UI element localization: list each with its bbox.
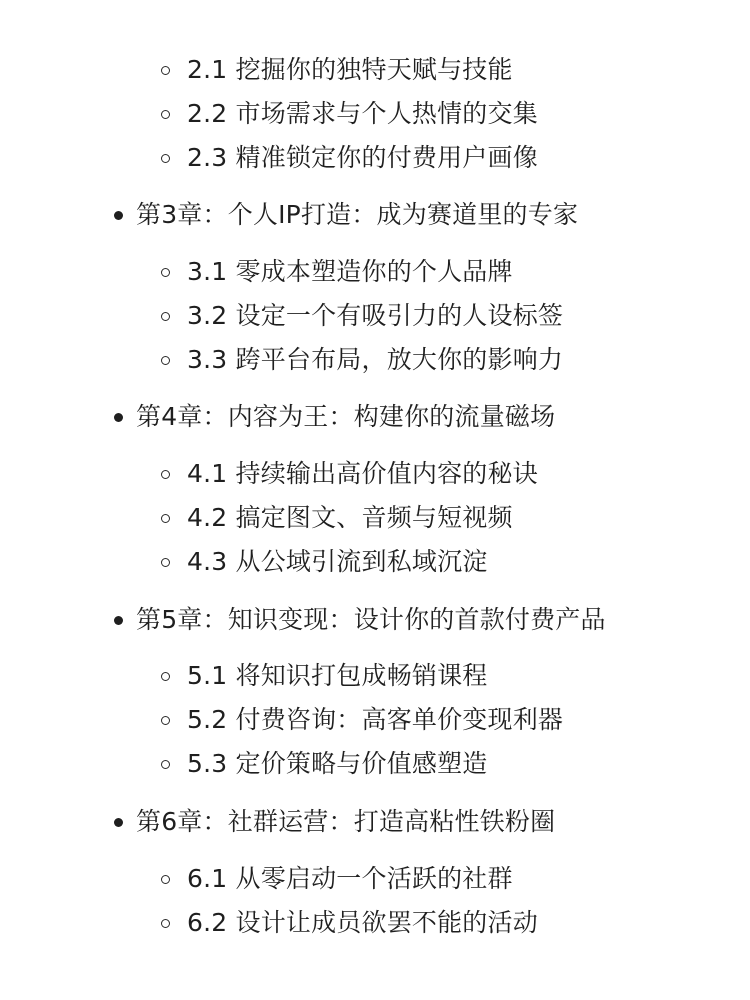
disc-bullet-icon (114, 818, 123, 827)
section-title: 2.1 挖掘你的独特天赋与技能 (187, 55, 513, 84)
section-title: 3.1 零成本塑造你的个人品牌 (187, 257, 513, 286)
circle-bullet-icon (161, 760, 170, 769)
disc-bullet-icon (114, 413, 123, 422)
section-title: 4.1 持续输出高价值内容的秘诀 (187, 459, 538, 488)
section-title: 3.3 跨平台布局，放大你的影响力 (187, 345, 564, 374)
toc-chapter-3[interactable] (114, 195, 578, 235)
chapter-title: 第4章：内容为王：构建你的流量磁场 (136, 402, 556, 431)
disc-bullet-icon (114, 211, 123, 220)
toc-section-3-1[interactable] (161, 252, 513, 292)
toc-section-5-3[interactable] (161, 744, 488, 784)
circle-bullet-icon (161, 470, 170, 479)
toc-chapter-5[interactable] (114, 600, 606, 640)
section-title: 4.3 从公域引流到私域沉淀 (187, 547, 488, 576)
toc-section-3-3[interactable] (161, 340, 563, 380)
section-title: 4.2 搞定图文、音频与短视频 (187, 503, 513, 532)
disc-bullet-icon (114, 616, 123, 625)
toc-section-3-2[interactable] (161, 296, 563, 336)
chapter-title: 第5章：知识变现：设计你的首款付费产品 (136, 605, 606, 634)
section-title: 5.2 付费咨询：高客单价变现利器 (187, 705, 564, 734)
section-title: 3.2 设定一个有吸引力的人设标签 (187, 301, 564, 330)
toc-section-2-2[interactable] (161, 94, 538, 134)
circle-bullet-icon (161, 312, 170, 321)
circle-bullet-icon (161, 672, 170, 681)
circle-bullet-icon (161, 558, 170, 567)
circle-bullet-icon (161, 919, 170, 928)
toc-section-5-1[interactable] (161, 656, 488, 696)
chapter-title: 第3章：个人IP打造：成为赛道里的专家 (136, 200, 579, 229)
circle-bullet-icon (161, 154, 170, 163)
circle-bullet-icon (161, 716, 170, 725)
section-title: 5.3 定价策略与价值感塑造 (187, 749, 488, 778)
circle-bullet-icon (161, 110, 170, 119)
toc-chapter-4[interactable] (114, 397, 555, 437)
circle-bullet-icon (161, 66, 170, 75)
toc-section-4-1[interactable] (161, 454, 538, 494)
section-title: 6.1 从零启动一个活跃的社群 (187, 864, 513, 893)
circle-bullet-icon (161, 514, 170, 523)
toc-section-2-1[interactable] (161, 50, 513, 90)
toc-section-2-3[interactable] (161, 138, 538, 178)
circle-bullet-icon (161, 875, 170, 884)
toc-section-5-2[interactable] (161, 700, 563, 740)
section-title: 6.2 设计让成员欲罢不能的活动 (187, 908, 538, 937)
section-title: 5.1 将知识打包成畅销课程 (187, 661, 488, 690)
toc-chapter-6[interactable] (114, 802, 555, 842)
toc-section-6-1[interactable] (161, 859, 513, 899)
toc-section-4-2[interactable] (161, 498, 513, 538)
chapter-title: 第6章：社群运营：打造高粘性铁粉圈 (136, 807, 556, 836)
section-title: 2.3 精准锁定你的付费用户画像 (187, 143, 538, 172)
section-title: 2.2 市场需求与个人热情的交集 (187, 99, 538, 128)
toc-section-6-2[interactable] (161, 903, 538, 943)
toc-section-4-3[interactable] (161, 542, 488, 582)
circle-bullet-icon (161, 268, 170, 277)
circle-bullet-icon (161, 356, 170, 365)
